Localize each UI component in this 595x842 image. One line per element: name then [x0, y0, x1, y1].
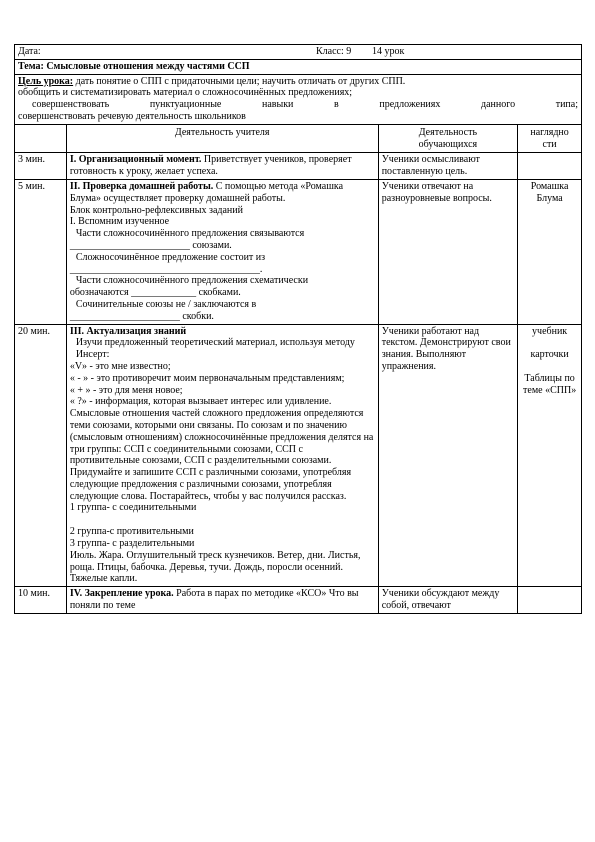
topic-row	[14, 60, 582, 75]
time-cell: 5 мин.	[15, 180, 67, 324]
visual-cell	[518, 587, 581, 613]
goals-label: Цель урока:	[18, 75, 74, 87]
table-row	[14, 180, 582, 325]
table-row	[14, 587, 582, 614]
goals-line-4: совершенствовать речевую деятельность школьников	[18, 110, 246, 122]
date-label: Дата:	[18, 46, 41, 57]
header-row	[14, 44, 582, 60]
visual-textbook: учебник	[532, 325, 568, 337]
goals-line-2: обобщить и систематизировать материал о сложносочинённых предложениях;	[18, 87, 353, 99]
teacher-cell: II. Проверка домашней работы. С помощью метода «Ромашка Блума» осуществляет проверку домашней работы. Блок контрольно-рефлексивных заданий I. Вспомним изученное Части сложносочинённого предложения связываются ________________________ союзами. Сложносочинённое предложение состоит из ______________________________________. Части сложносочинённого предложения схематически обозначаются _____________ скобками. Сочинительные союзы не / заключаются в ______________________ скобки.	[67, 180, 379, 324]
students-column-header: Деятельность обучающихся	[379, 125, 519, 153]
visual-cell	[518, 325, 581, 587]
visual-column-header: наглядности	[530, 126, 569, 150]
lesson-plan-table	[14, 44, 582, 614]
topic-label: Тема:	[18, 60, 44, 72]
time-cell: 3 мин.	[15, 153, 67, 179]
table-row	[14, 153, 582, 180]
teacher-cell: IV. Закрепление урока. Работа в парах по методике «КСО» Что вы поняли по теме	[67, 587, 379, 613]
students-cell: Ученики работают над текстом. Демонстрируют свои знания. Выполняют упражнения.	[379, 325, 519, 587]
teacher-cell: I. Организационный момент. Приветствует учеников, проверяет готовность к уроку, желает успеха.	[67, 153, 379, 179]
students-cell: Ученики осмысливают поставленную цель.	[379, 153, 519, 179]
visual-tables: Таблицы по теме «СПП»	[523, 373, 577, 396]
goals-line-3: совершенствовать пунктуационные навыки в предложениях данного типа;	[32, 99, 578, 111]
teacher-column-header: Деятельность учителя	[67, 125, 379, 153]
topic-text: Смысловые отношения между частями ССП	[46, 60, 250, 72]
time-cell: 20 мин.	[15, 325, 67, 587]
students-cell: Ученики обсуждают между собой, отвечают	[379, 587, 519, 613]
visual-cell: Ромашка Блума	[530, 180, 569, 204]
time-cell: 10 мин.	[15, 587, 67, 613]
visual-cards: карточки	[530, 349, 569, 361]
column-header-row	[14, 125, 582, 154]
time-column-header	[15, 125, 67, 153]
students-cell: Ученики отвечают на разноуровневые вопросы.	[379, 180, 519, 324]
goals-row	[14, 75, 582, 125]
class-label: Класс: 9	[316, 46, 352, 57]
goals-line-1: дать понятие о СПП с придаточными цели; научить отличать от других СПП.	[75, 75, 406, 87]
visual-cell	[518, 153, 581, 179]
teacher-cell: III. Актуализация знаний Изучи предложенный теоретический материал, используя методу Инсерт: «V» - это мне известно; « - » - это противоречит моим первоначальным представлениям; « + » - это для меня новое; « ?» - информация, которая вызывает интерес или удивление. Смысловые отношения частей сложного предложения определяются теми союзами, которыми они связаны. По союзам и по значению (смысловым отношениям) сложносочинённые предложения делятся на три группы: ССП с соединительными союзами, ССП с противительные союзами, ССП с разделительными союзами. Придумайте и запишите ССП с различными союзами, употребляя следующие предложения с различными союзами, употребляя следующие слова. Постарайтесь, чтобы у вас получился рассказ. 1 группа- с соединительными 2 группа-с противительными 3 группа- с разделительными Июль. Жара. Оглушительный треск кузнечиков. Ветер, дни. Листья, роща. Птицы, бабочка. Деревья, тучи. Дождь, поросли осенний. Тяжелые капли.	[67, 325, 379, 587]
lesson-number: 14 урок	[372, 46, 405, 57]
table-row	[14, 325, 582, 588]
